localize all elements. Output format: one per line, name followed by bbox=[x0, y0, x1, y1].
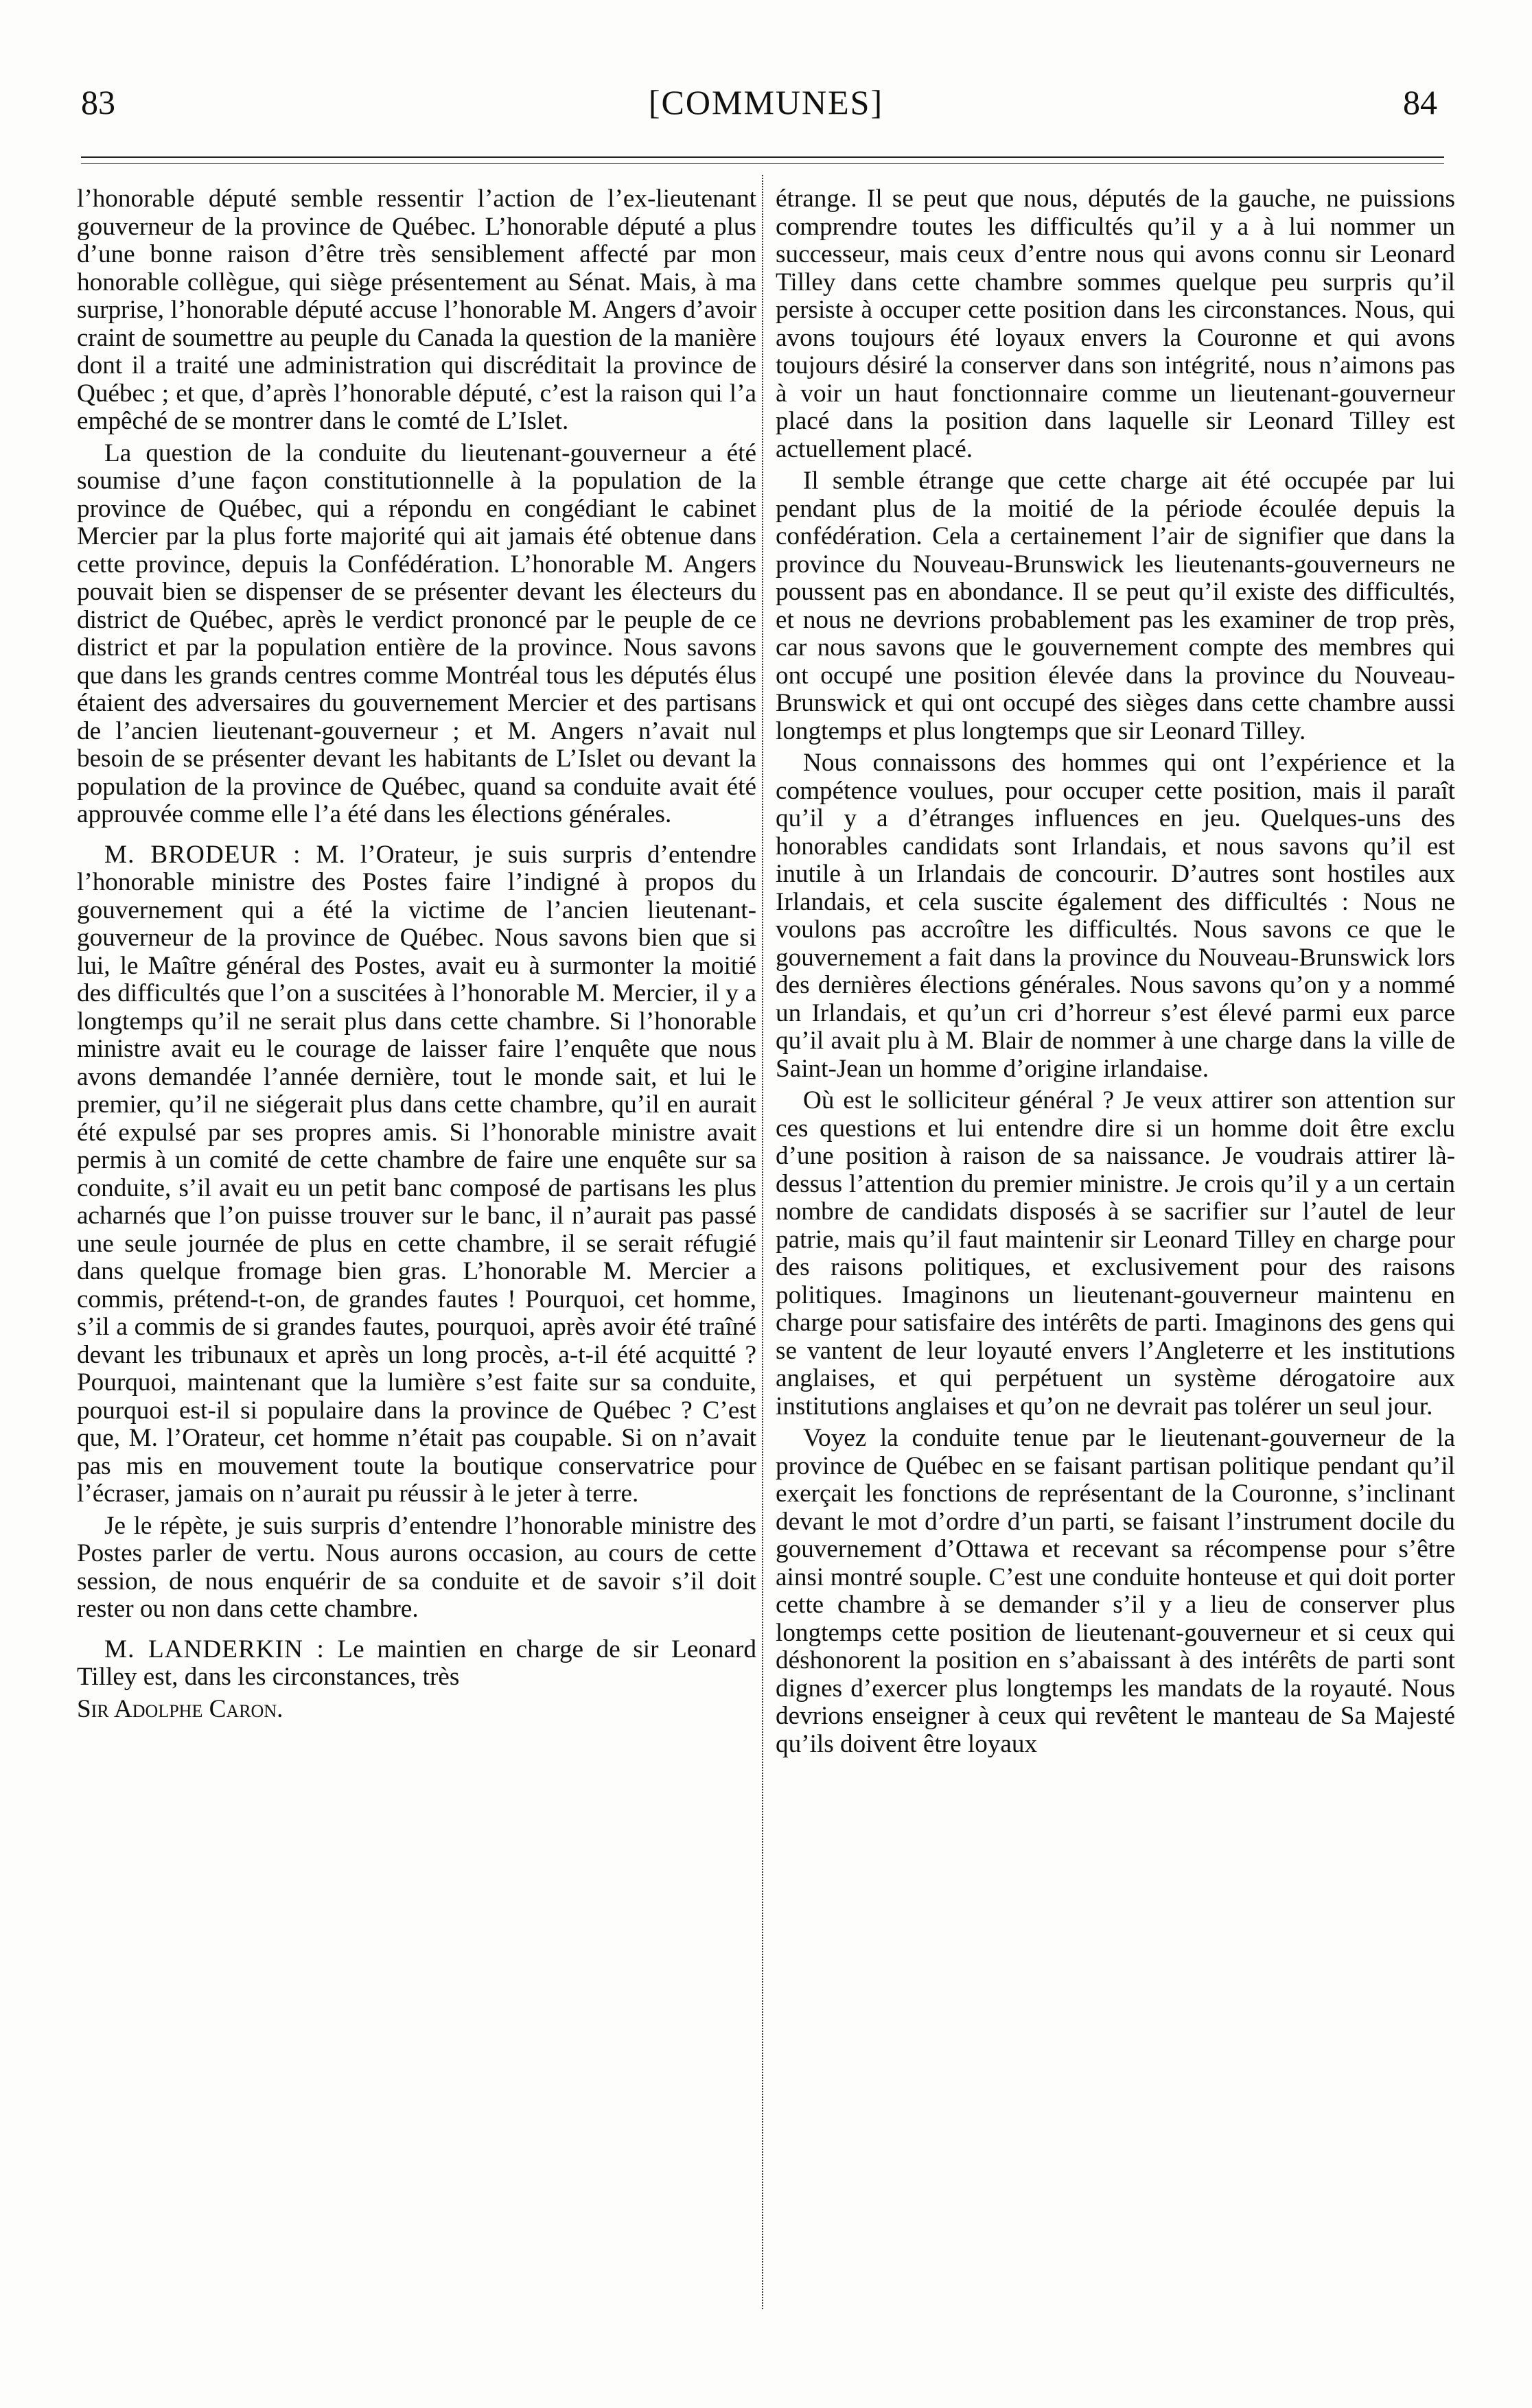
speaker-name: M. LANDERKIN : bbox=[104, 1635, 325, 1663]
page-number-left: 83 bbox=[81, 83, 115, 121]
running-title: [COMMUNES] bbox=[648, 83, 884, 121]
page-number-right: 84 bbox=[1403, 83, 1437, 121]
left-column bbox=[77, 185, 756, 2354]
paragraph: Il semble étrange que cette charge ait été occupée par lui pendant plus de la moitié de la période écoulée depuis la confédération. Cela a certainement l’air de signifier que dans la province du Nouveau-Brunswick les lieutenants-gouverneurs ne poussent pas en abondance. Il se peut qu’il existe des difficultés, et nous ne devrions probablement pas les examiner de trop près, car nous savons que le gouvernement compte des membres qui ont occupé une position élevée dans la province du Nouveau-Brunswick et qui ont occupé des sièges dans cette chambre aussi longtemps et plus longtemps que sir Leonard Tilley. bbox=[776, 467, 1455, 745]
speaker-name: M. BRODEUR : bbox=[104, 840, 301, 869]
speech-landerkin bbox=[77, 1636, 756, 1692]
page-header bbox=[0, 75, 1532, 137]
paragraph: Voyez la conduite tenue par le lieutenant-gouverneur de la province de Québec en se faisant partisan politique pendant qu’il exerçait les fonctions de représentant de la Couronne, s’inclinant devant le mot d’ordre d’un parti, se faisant l’instrument docile du gouvernement d’Ottawa et recevant sa récompense pour s’être ainsi montré souple. C’est une conduite honteuse et qui doit porter cette chambre à se demander s’il y a lieu de conserver plus longtemps cette position de lieutenant-gouverneur et si ceux qui déshonorent la position en s’abaissant à des intérêts de parti sont dignes d’exercer plus longtemps les mandats de la royauté. Nous devrions enseigner à ceux qui revêtent le manteau de Sa Majesté qu’ils doivent être loyaux bbox=[776, 1424, 1455, 1758]
paragraph: étrange. Il se peut que nous, députés de la gauche, ne puissions comprendre toutes les difficultés qu’il y a à lui nommer un successeur, mais ceux d’entre nous qui avons connu sir Leonard Tilley dans cette chambre sommes quelque peu surpris qu’il persiste à occuper cette position dans les circonstances. Nous, qui avons toujours été loyaux envers la Couronne et qui avons toujours désiré la conserver dans son intégrité, nous n’aimons pas à voir un haut fonctionnaire comme un lieutenant-gouverneur placé dans la position dans laquelle sir Leonard Tilley est actuellement placé. bbox=[776, 185, 1455, 463]
right-column bbox=[776, 185, 1455, 2354]
speech-brodeur bbox=[77, 841, 756, 1508]
column-divider bbox=[762, 175, 763, 2309]
speech-text: M. l’Orateur, je suis surpris d’entendre l’honorable ministre des Postes faire l’indigné à propos du gouvernement qui a été la victime de l’ancien lieutenant-gouverneur de la province de Québec. Nous savons bien que si lui, le Maître général des Postes, avait eu à surmonter la moitié des difficultés que l’on a suscitées à l’honorable M. Mercier, il y a longtemps qu’il ne serait plus dans cette chambre. Si l’honorable ministre avait eu le courage de laisser faire l’enquête que nous avons demandée l’année dernière, tout le monde sait, et lui le premier, qu’il ne siégerait plus dans cette chambre, qu’il en aurait été expulsé par ses propres amis. Si l’honorable ministre avait permis à un comité de cette chambre de faire une enquête sur sa conduite, s’il avait eu un petit banc composé de partisans les plus acharnés que l’on puisse trouver sur le banc, il n’aurait pas passé une seule journée de plus en cette chambre, il se serait réfugié dans quelque fromage bien gras. L’honorable M. Mercier a commis, prétend-t-on, de grandes fautes ! Pourquoi, cet homme, s’il a commis de si grandes fautes, pourquoi, après avoir été traîné devant les tribunaux et après un long procès, a-t-il été acquitté ? Pourquoi, maintenant que la lumière s’est faite sur sa conduite, pourquoi est-il si populaire dans la province de Québec ? C’est que, M. l’Orateur, cet homme n’était pas coupable. Si on n’avait pas mis en mouvement toute la boutique conservatrice pour l’écraser, jamais on n’aurait pu réussir à le jeter à terre. bbox=[77, 840, 756, 1508]
header-rule-thin bbox=[81, 163, 1444, 164]
paragraph: La question de la conduite du lieutenant-gouverneur a été soumise d’une façon constitutionnelle à la population de la province de Québec, qui a répondu en congédiant le cabinet Mercier par la plus forte majorité qui ait jamais été obtenue dans cette province, depuis la Confédération. L’honorable M. Angers pouvait bien se dispenser de se présenter devant les électeurs du district de Québec, après le verdict prononcé par le peuple de ce district et par la population entière de la province. Nous savons que dans les grands centres comme Montréal tous les députés élus étaient des adversaires du gouvernement Mercier et des partisans de l’ancien lieutenant-gouverneur ; et M. Angers n’avait nul besoin de se présenter devant les habitants de L’Islet ou devant la population de la province de Québec, quand sa conduite avait été approuvée comme elle l’a été dans les élections générales. bbox=[77, 439, 756, 828]
paragraph: Je le répète, je suis surpris d’entendre l’honorable ministre des Postes parler de vertu. Nous aurons occasion, au cours de cette session, de nous enquérir de sa conduite et de savoir s’il doit rester ou non dans cette chambre. bbox=[77, 1511, 756, 1623]
paragraph: Nous connaissons des hommes qui ont l’expérience et la compétence voulues, pour occuper cette position, mais il paraît qu’il y a d’étranges influences en jeu. Quelques-uns des honorables candidats sont Irlandais, et nous savons qu’il est inutile à un Irlandais de concourir. D’autres sont hostiles aux Irlandais, et cela suscite également des difficultés : Nous ne voulons pas accroître les difficultés. Nous savons ce que le gouvernement a fait dans la province du Nouveau-Brunswick lors des dernières élections générales. Nous savons qu’on y a nommé un Irlandais, et qu’un cri d’horreur s’est élevé parmi eux parce qu’il avait plu à M. Blair de nommer à une charge dans la ville de Saint-Jean un homme d’origine irlandaise. bbox=[776, 749, 1455, 1083]
speech-text: Le maintien en charge de sir Leonard Tilley est, dans les circonstances, très bbox=[77, 1635, 756, 1691]
footer-speaker: Sir Adolphe Caron. bbox=[77, 1694, 283, 1723]
paragraph: l’honorable député semble ressentir l’action de l’ex-lieutenant gouverneur de la province de Québec. L’honorable député a plus d’une bonne raison d’être très sensiblement affecté par mon honorable collègue, qui siège présentement au Sénat. Mais, à ma surprise, l’honorable député accuse l’honorable M. Angers d’avoir craint de soumettre au peuple du Canada la question de la manière dont il a traité une administration qui discréditait la province de Québec ; et que, d’après l’honorable député, c’est la raison qui l’a empêché de se montrer dans le comté de L’Islet. bbox=[77, 185, 756, 435]
header-rule bbox=[81, 156, 1444, 158]
paragraph: Où est le solliciteur général ? Je veux attirer son attention sur ces questions et lui entendre dire si un homme doit être exclu d’une position à raison de sa naissance. Je voudrais attirer là-dessus l’attention du premier ministre. Je crois qu’il y a un certain nombre de candidats disposés à se sacrifier sur l’autel de leur patrie, mais qu’il faut maintenir sir Leonard Tilley en charge pour des raisons politiques, et exclusivement pour des raisons politiques. Imaginons un lieutenant-gouverneur maintenu en charge pour satisfaire des intérêts de parti. Imaginons des gens qui se vantent de leur loyauté envers l’Angleterre et les institutions anglaises, et qui perpétuent un système dérogatoire aux institutions anglaises et qu’on ne devrait pas tolérer un seul jour. bbox=[776, 1086, 1455, 1421]
